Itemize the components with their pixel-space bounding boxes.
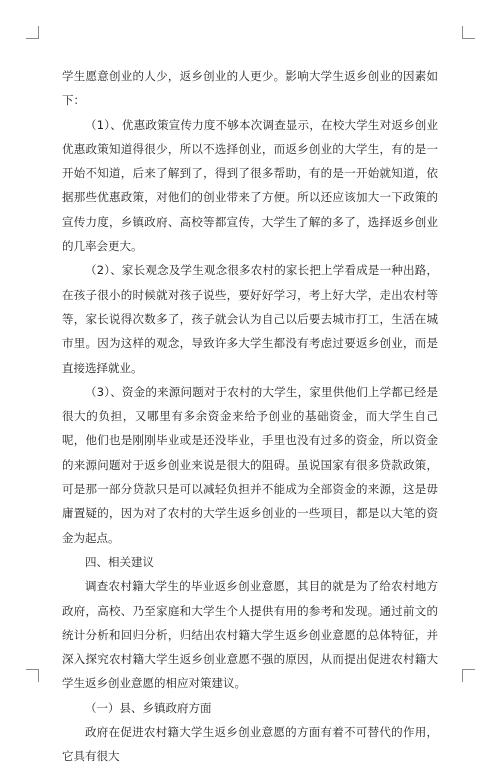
document-body (62, 64, 438, 769)
subsection-heading-government: （一）县、乡镇政府方面 (85, 700, 212, 715)
paragraph-policy-awareness: （1）、优惠政策宣传力度不够本次调查显示，在校大学生对返乡创业优惠政策知道得很少，所以不选择创业，而返乡创业的大学生，有的是一开始不知道，后来了解到了，得到了很多帮助，有的是一开始就知道，依据那些优惠政策，对他们的创业带来了方便。所以还应该加大一下政策的宣传力度，乡镇政府、高校等都宣传，大学生了解的多了，选择返乡创业的几率会更大。 (62, 117, 438, 254)
crop-mark-top-right (462, 26, 475, 39)
section-heading-suggestions: 四、相关建议 (85, 554, 154, 569)
crop-mark-bottom-right (462, 669, 475, 682)
paragraph-government-role: 政府在促进农村籍大学生返乡创业意愿的方面有着不可替代的作用，它具有很大 (62, 725, 438, 764)
paragraph-intro: 学生愿意创业的人少，返乡创业的人更少。影响大学生返乡创业的因素如下： (62, 69, 438, 108)
paragraph-family-views: （2）、家长观念及学生观念很多农村的家长把上学看成是一种出路，在孩子很小的时候就对孩子说些，要好好学习，考上好大学，走出农村等等，家长说得次数多了，孩子就会认为自己以后要去城市打工，生活在城市里。因为这样的观念，导致许多大学生都没有考虑过要返乡创业，而是直接选择就业。 (62, 263, 438, 375)
paragraph-survey-purpose: 调查农村籍大学生的毕业返乡创业意愿，其目的就是为了给农村地方政府，高校、乃至家庭和大学生个人提供有用的参考和发现。通过前文的统计分析和回归分析，归结出农村籍大学生返乡创业意愿的总体特征，并深入探究农村籍大学生返乡创业意愿不强的原因，从而提出促进农村籍大学生返乡创业意愿的相应对策建议。 (62, 579, 438, 691)
crop-mark-top-left (26, 26, 39, 39)
paragraph-funding-source: （3）、资金的来源问题对于农村的大学生，家里供他们上学都已经是很大的负担，又哪里有多余资金来给予创业的基础资金，而大学生自己呢，他们也是刚刚毕业或是还没毕业，手里也没有过多的资金，所以资金的来源问题对于返乡创业来说是很大的阻碍。虽说国家有很多贷款政策，可是那一部分贷款只是可以减轻负担并不能成为全部资金的来源，这是毋庸置疑的，因为对了农村的大学生返乡创业的一些项目，都是以大笔的资金为起点。 (62, 384, 438, 545)
crop-mark-bottom-left (26, 669, 39, 682)
